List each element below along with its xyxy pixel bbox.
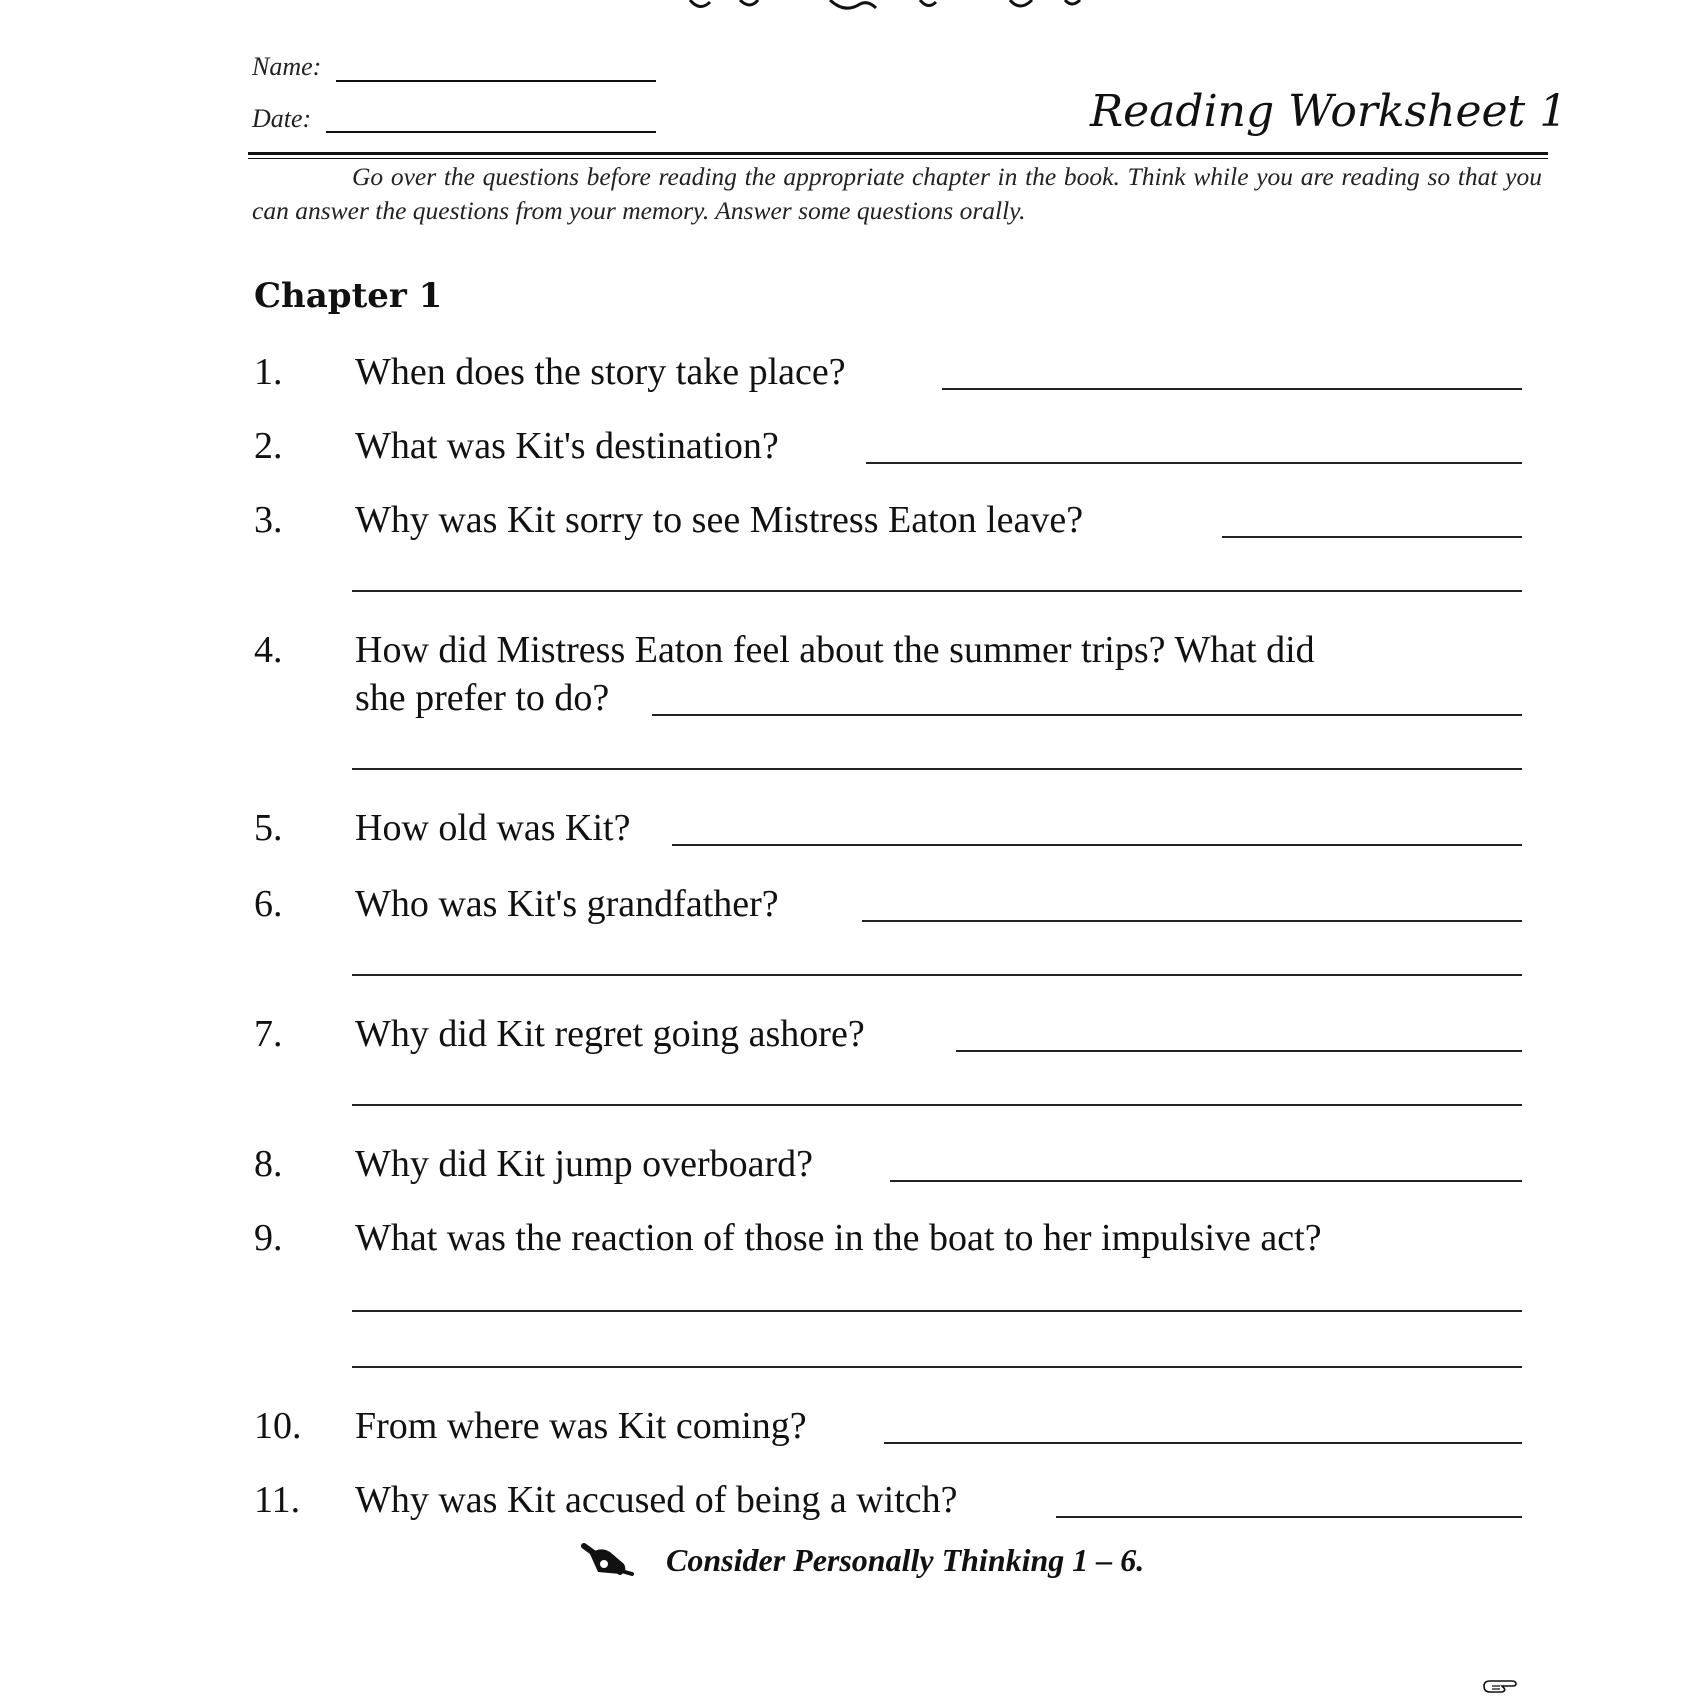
question-number: 1. <box>254 351 283 393</box>
question-number: 3. <box>254 499 283 541</box>
question-number: 11. <box>254 1479 301 1521</box>
pointing-hand-icon <box>1482 1678 1518 1696</box>
answer-line[interactable] <box>352 590 1522 592</box>
answer-line[interactable] <box>352 1104 1522 1106</box>
question-number: 4. <box>254 629 283 671</box>
question-text: Why did Kit regret going ashore? <box>355 1013 865 1055</box>
question-number: 2. <box>254 425 283 467</box>
question-text-line2: she prefer to do? <box>355 677 610 719</box>
name-label: Name: <box>252 52 322 81</box>
pencil-icon <box>580 1542 636 1578</box>
answer-line[interactable] <box>352 1310 1522 1312</box>
worksheet-title: Reading Worksheet 1 <box>1090 86 1568 137</box>
cropped-title-fragment-icon <box>680 0 1120 14</box>
instructions-content: Go over the questions before reading the appropriate chapter in the book. Think while you are reading so that you can answer the questions from your memory. Answer some questions orally. <box>252 162 1542 225</box>
question-text: Why was Kit sorry to see Mistress Eaton leave? <box>355 499 1084 541</box>
answer-line[interactable] <box>352 974 1522 976</box>
instructions-text <box>252 160 1542 228</box>
answer-line[interactable] <box>352 768 1522 770</box>
date-field[interactable] <box>326 131 656 133</box>
consider-note: Consider Personally Thinking 1 – 6. <box>666 1542 1145 1578</box>
answer-line[interactable] <box>1222 536 1522 538</box>
question-text: When does the story take place? <box>355 351 846 393</box>
question-number: 7. <box>254 1013 283 1055</box>
answer-line[interactable] <box>890 1180 1522 1182</box>
question-text: Why was Kit accused of being a witch? <box>355 1479 958 1521</box>
header-rule-top <box>248 152 1548 155</box>
question-text: Why did Kit jump overboard? <box>355 1143 814 1185</box>
cropped-top-edge <box>680 0 1120 14</box>
answer-line[interactable] <box>866 462 1522 464</box>
question-text: From where was Kit coming? <box>355 1405 807 1447</box>
answer-line[interactable] <box>672 844 1522 846</box>
question-text: Who was Kit's grandfather? <box>355 883 779 925</box>
answer-line[interactable] <box>942 388 1522 390</box>
question-text-line1: How did Mistress Eaton feel about the summer trips? What did <box>355 629 1315 671</box>
answer-line[interactable] <box>862 920 1522 922</box>
answer-line[interactable] <box>1056 1516 1522 1518</box>
question-number: 8. <box>254 1143 283 1185</box>
question-number: 10. <box>254 1405 302 1447</box>
name-field[interactable] <box>336 80 656 82</box>
question-number: 6. <box>254 883 283 925</box>
chapter-heading: Chapter 1 <box>254 276 443 316</box>
answer-line[interactable] <box>352 1366 1522 1368</box>
header-rule-bottom <box>248 158 1548 159</box>
question-text: What was Kit's destination? <box>355 425 779 467</box>
question-text: How old was Kit? <box>355 807 631 849</box>
answer-line[interactable] <box>884 1442 1522 1444</box>
date-label: Date: <box>252 104 312 133</box>
question-text: What was the reaction of those in the boat to her impulsive act? <box>355 1217 1322 1259</box>
answer-line[interactable] <box>652 714 1522 716</box>
question-number: 9. <box>254 1217 283 1259</box>
question-number: 5. <box>254 807 283 849</box>
answer-line[interactable] <box>956 1050 1522 1052</box>
